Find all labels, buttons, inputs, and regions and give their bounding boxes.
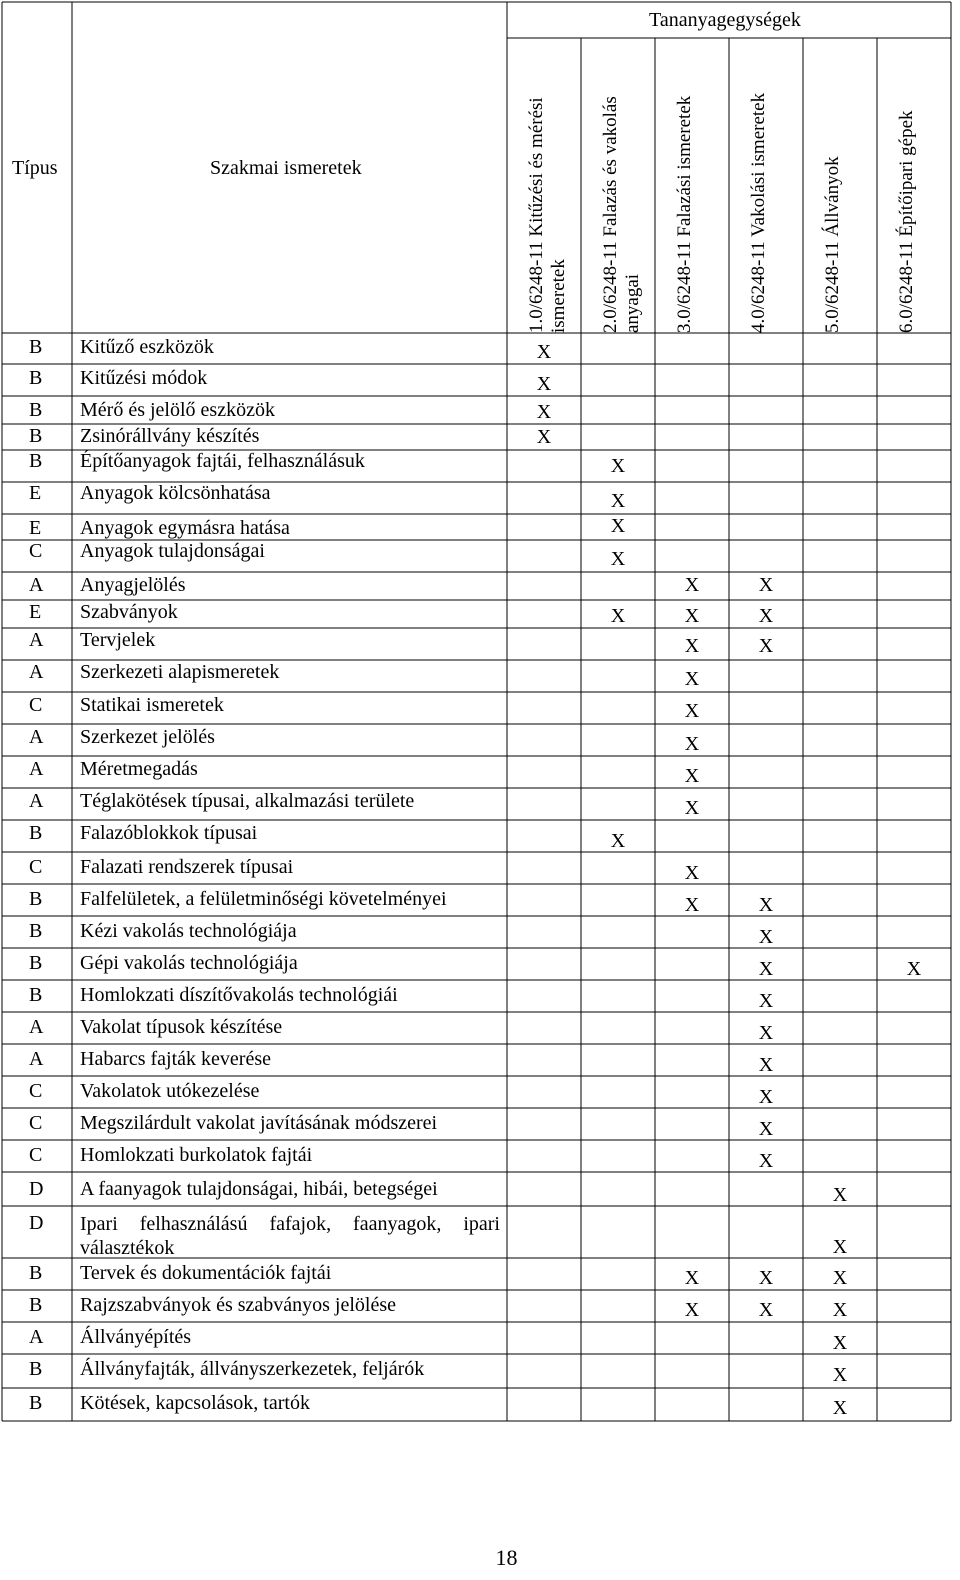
- row-type: C: [29, 1112, 43, 1134]
- unit-header-2: 2.0/6248-11 Falazás és vakolás anyagai: [600, 96, 643, 333]
- row-label: Méretmegadás: [80, 758, 198, 780]
- row-type: E: [29, 517, 42, 539]
- mark-unit-1: X: [536, 426, 552, 448]
- row-label: Vakolat típusok készítése: [80, 1016, 283, 1038]
- mark-unit-3: X: [684, 765, 700, 787]
- row-type: C: [29, 540, 43, 562]
- row-label-line2: választékok: [80, 1237, 175, 1259]
- row-label: Megszilárdult vakolat javításának módszerei: [80, 1112, 438, 1134]
- row-label: Gépi vakolás technológiája: [80, 952, 298, 974]
- mark-unit-1: X: [536, 341, 552, 363]
- row-type: B: [29, 425, 43, 447]
- row-label: Tervek és dokumentációk fajtái: [80, 1262, 332, 1284]
- mark-unit-3: X: [684, 635, 700, 657]
- mark-unit-3: X: [684, 668, 700, 690]
- row-type: A: [29, 1048, 44, 1070]
- row-label: Kitűző eszközök: [80, 336, 214, 358]
- row-label: Falazóblokkok típusai: [80, 822, 258, 844]
- row-type: B: [29, 450, 43, 472]
- row-type: A: [29, 790, 44, 812]
- mark-unit-4: X: [758, 1118, 774, 1140]
- mark-unit-3: X: [684, 1267, 700, 1289]
- row-type: C: [29, 856, 43, 878]
- mark-unit-2: X: [610, 830, 626, 852]
- unit-header-5: 5.0/6248-11 Állványok: [822, 156, 843, 333]
- row-label: A faanyagok tulajdonságai, hibái, betegségei: [80, 1178, 438, 1200]
- row-label: Statikai ismeretek: [80, 694, 224, 716]
- row-label: Habarcs fajták keverése: [80, 1048, 271, 1070]
- mark-unit-3: X: [684, 574, 700, 596]
- row-label: Vakolatok utókezelése: [80, 1080, 260, 1102]
- mark-unit-1: X: [536, 401, 552, 423]
- mark-unit-2: X: [610, 490, 626, 512]
- row-type: B: [29, 984, 43, 1006]
- row-label: Építőanyagok fajtái, felhasználásuk: [80, 450, 365, 472]
- mark-unit-5: X: [832, 1184, 848, 1206]
- mark-unit-3: X: [684, 862, 700, 884]
- mark-unit-3: X: [684, 797, 700, 819]
- mark-unit-2: X: [610, 605, 626, 627]
- mark-unit-6: X: [906, 958, 922, 980]
- row-type: E: [29, 482, 42, 504]
- row-type: B: [29, 1358, 43, 1380]
- row-label: Állványfajták, állványszerkezetek, feljárók: [80, 1358, 425, 1380]
- mark-unit-5: X: [832, 1267, 848, 1289]
- unit-header-4: 4.0/6248-11 Vakolási ismeretek: [748, 92, 769, 333]
- row-label: Falfelületek, a felületminőségi követelményei: [80, 888, 447, 910]
- row-label-word: faanyagok,: [353, 1213, 442, 1235]
- column-header-type: Típus: [12, 157, 58, 179]
- row-type: E: [29, 601, 42, 623]
- row-label: Anyagok kölcsönhatása: [80, 482, 271, 504]
- row-label: [80, 1212, 500, 1260]
- row-label: Zsinórállvány készítés: [80, 425, 260, 447]
- mark-unit-4: X: [758, 1054, 774, 1076]
- mark-unit-4: X: [758, 958, 774, 980]
- mark-unit-3: X: [684, 1299, 700, 1321]
- row-label: Állványépítés: [80, 1326, 192, 1348]
- mark-unit-4: X: [758, 894, 774, 916]
- row-label: Kézi vakolás technológiája: [80, 920, 297, 942]
- row-label: Szabványok: [80, 601, 178, 623]
- mark-unit-2: X: [610, 515, 626, 537]
- mark-unit-2: X: [610, 548, 626, 570]
- mark-unit-3: X: [684, 733, 700, 755]
- row-type: D: [29, 1212, 44, 1234]
- page-number: 18: [495, 1545, 518, 1570]
- row-label: Téglakötések típusai, alkalmazási területe: [80, 790, 415, 812]
- row-type: A: [29, 1326, 44, 1348]
- unit-header-1: 1.0/6248-11 Kitűzési és mérési ismeretek: [526, 97, 569, 333]
- row-label: Mérő és jelölő eszközök: [80, 399, 275, 421]
- mark-unit-4: X: [758, 574, 774, 596]
- mark-unit-4: X: [758, 926, 774, 948]
- row-type: B: [29, 888, 43, 910]
- mark-unit-5: X: [832, 1236, 848, 1258]
- row-label: Rajzszabványok és szabványos jelölése: [80, 1294, 397, 1316]
- row-label-word: ipari: [463, 1213, 500, 1235]
- row-label: Tervjelek: [80, 629, 156, 651]
- row-label: Szerkezet jelölés: [80, 726, 215, 748]
- row-type: C: [29, 1144, 43, 1166]
- row-type: B: [29, 1262, 43, 1284]
- row-type: B: [29, 1294, 43, 1316]
- mark-unit-3: X: [684, 894, 700, 916]
- row-type: B: [29, 822, 43, 844]
- mark-unit-4: X: [758, 635, 774, 657]
- row-label-word: Ipari: [80, 1213, 118, 1235]
- row-label: Falazati rendszerek típusai: [80, 856, 294, 878]
- row-type: A: [29, 629, 44, 651]
- row-type: C: [29, 694, 43, 716]
- mark-unit-4: X: [758, 605, 774, 627]
- row-label: Anyagok tulajdonságai: [80, 540, 265, 562]
- mark-unit-4: X: [758, 1086, 774, 1108]
- row-type: C: [29, 1080, 43, 1102]
- row-type: B: [29, 920, 43, 942]
- row-type: D: [29, 1178, 44, 1200]
- row-label: Szerkezeti alapismeretek: [80, 661, 280, 683]
- mark-unit-4: X: [758, 1267, 774, 1289]
- row-type: A: [29, 661, 44, 683]
- row-type: B: [29, 336, 43, 358]
- column-header-skills: Szakmai ismeretek: [210, 157, 362, 179]
- mark-unit-4: X: [758, 990, 774, 1012]
- mark-unit-2: X: [610, 455, 626, 477]
- row-type: A: [29, 574, 44, 596]
- mark-unit-1: X: [536, 373, 552, 395]
- row-label: Kötések, kapcsolások, tartók: [80, 1392, 310, 1414]
- units-group-title: Tananyagegységek: [649, 9, 801, 31]
- mark-unit-4: X: [758, 1022, 774, 1044]
- row-label-word: felhasználású: [139, 1213, 248, 1235]
- row-type: B: [29, 399, 43, 421]
- unit-header-6: 6.0/6248-11 Építőipari gépek: [896, 110, 917, 333]
- row-type: B: [29, 1392, 43, 1414]
- row-label: Kitűzési módok: [80, 367, 208, 389]
- mark-unit-5: X: [832, 1364, 848, 1386]
- mark-unit-5: X: [832, 1332, 848, 1354]
- mark-unit-5: X: [832, 1299, 848, 1321]
- row-label: Homlokzati burkolatok fajtái: [80, 1144, 313, 1166]
- row-type: A: [29, 758, 44, 780]
- row-type: A: [29, 1016, 44, 1038]
- row-label: Anyagjelölés: [80, 574, 186, 596]
- mark-unit-4: X: [758, 1299, 774, 1321]
- unit-header-3: 3.0/6248-11 Falazási ismeretek: [674, 95, 695, 333]
- mark-unit-5: X: [832, 1397, 848, 1419]
- mark-unit-3: X: [684, 605, 700, 627]
- row-type: B: [29, 367, 43, 389]
- row-type: B: [29, 952, 43, 974]
- row-label: Anyagok egymásra hatása: [80, 517, 290, 539]
- mark-unit-3: X: [684, 700, 700, 722]
- row-label-word: fafajok,: [269, 1213, 332, 1235]
- row-label: Homlokzati díszítővakolás technológiái: [80, 984, 398, 1006]
- row-type: A: [29, 726, 44, 748]
- mark-unit-4: X: [758, 1150, 774, 1172]
